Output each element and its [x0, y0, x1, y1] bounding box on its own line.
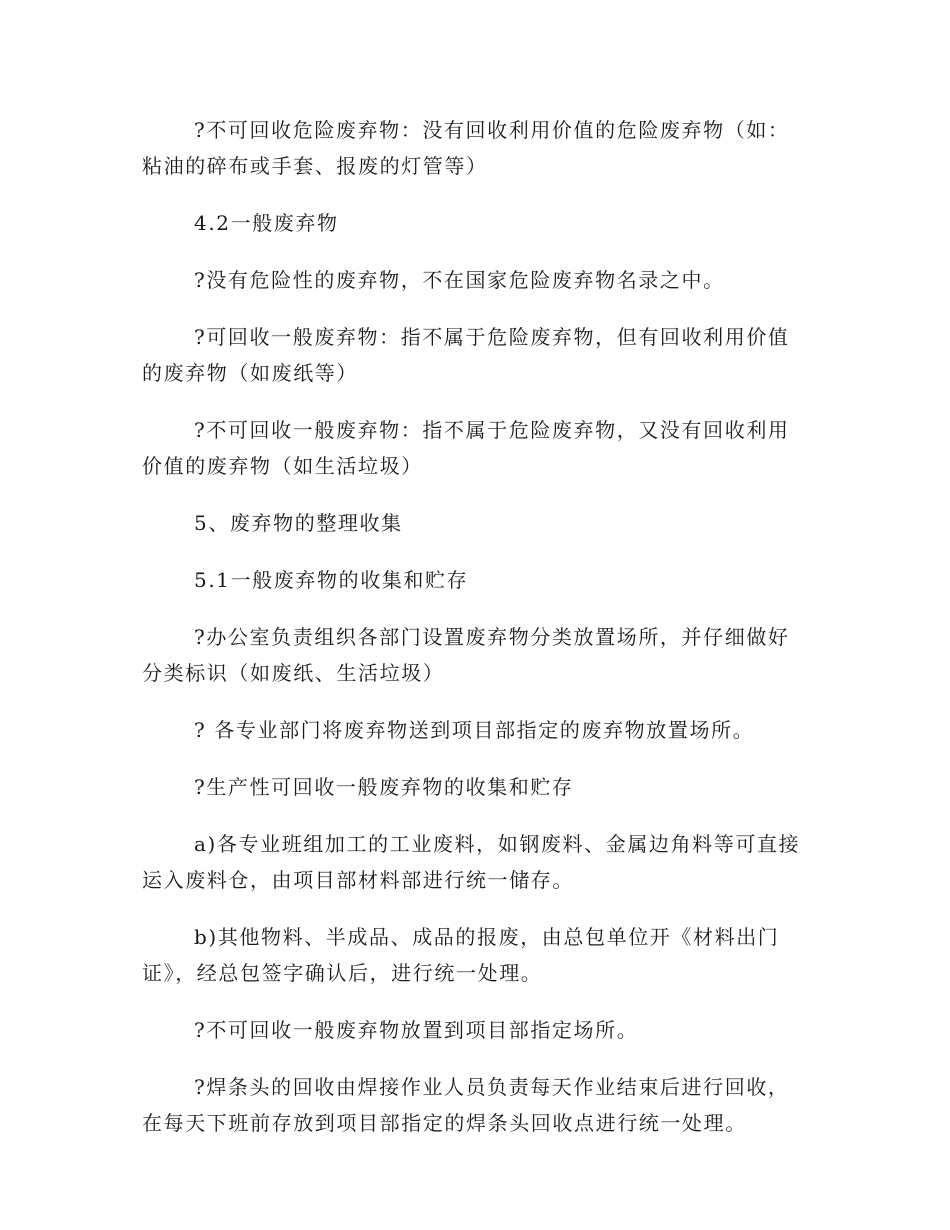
paragraph-nonrecyclable-placement: ?不可回收一般废弃物放置到项目部指定场所。: [194, 1018, 639, 1042]
document-body: [142, 112, 810, 1141]
paragraph-departments-delivery: ? 各专业部门将废弃物送到项目部指定的废弃物放置场所。: [194, 718, 755, 742]
paragraph-office-responsibility: ?办公室负责组织各部门设置废弃物分类放置场所，并仔细做好分类标识（如废纸、生活垃圾）: [142, 625, 790, 685]
heading-4-2-general-waste: 4.2一般废弃物: [194, 211, 339, 235]
paragraph-production-recyclable: ?生产性可回收一般废弃物的收集和贮存: [194, 775, 574, 799]
paragraph-general-waste-definition: ?没有危险性的废弃物，不在国家危险废弃物名录之中。: [194, 268, 725, 292]
paragraph-recyclable-general: ?可回收一般废弃物：指不属于危险废弃物，但有回收利用价值的废弃物（如废纸等）: [142, 325, 790, 385]
paragraph-welding-rod-recovery: ?焊条头的回收由焊接作业人员负责每天作业结束后进行回收，在每天下班前存放到项目部指定的焊条头回收点进行统一处理。: [142, 1075, 790, 1135]
paragraph-item-b: b)其他物料、半成品、成品的报废，由总包单位开《材料出门证》，经总包签字确认后，进行统一处理。: [142, 925, 780, 985]
heading-5-waste-collection: 5、废弃物的整理收集: [194, 511, 403, 535]
paragraph-item-a: a)各专业班组加工的工业废料，如钢废料、金属边角料等可直接运入废料仓，由项目部材料部进行统一储存。: [142, 832, 801, 892]
paragraph-nonrecyclable-hazardous: ?不可回收危险废弃物：没有回收利用价值的危险废弃物（如：粘油的碎布或手套、报废的灯管等）: [142, 118, 790, 178]
heading-5-1-collection-storage: 5.1一般废弃物的收集和贮存: [194, 568, 469, 592]
paragraph-nonrecyclable-general: ?不可回收一般废弃物：指不属于危险废弃物，又没有回收利用价值的废弃物（如生活垃圾）: [142, 418, 790, 478]
